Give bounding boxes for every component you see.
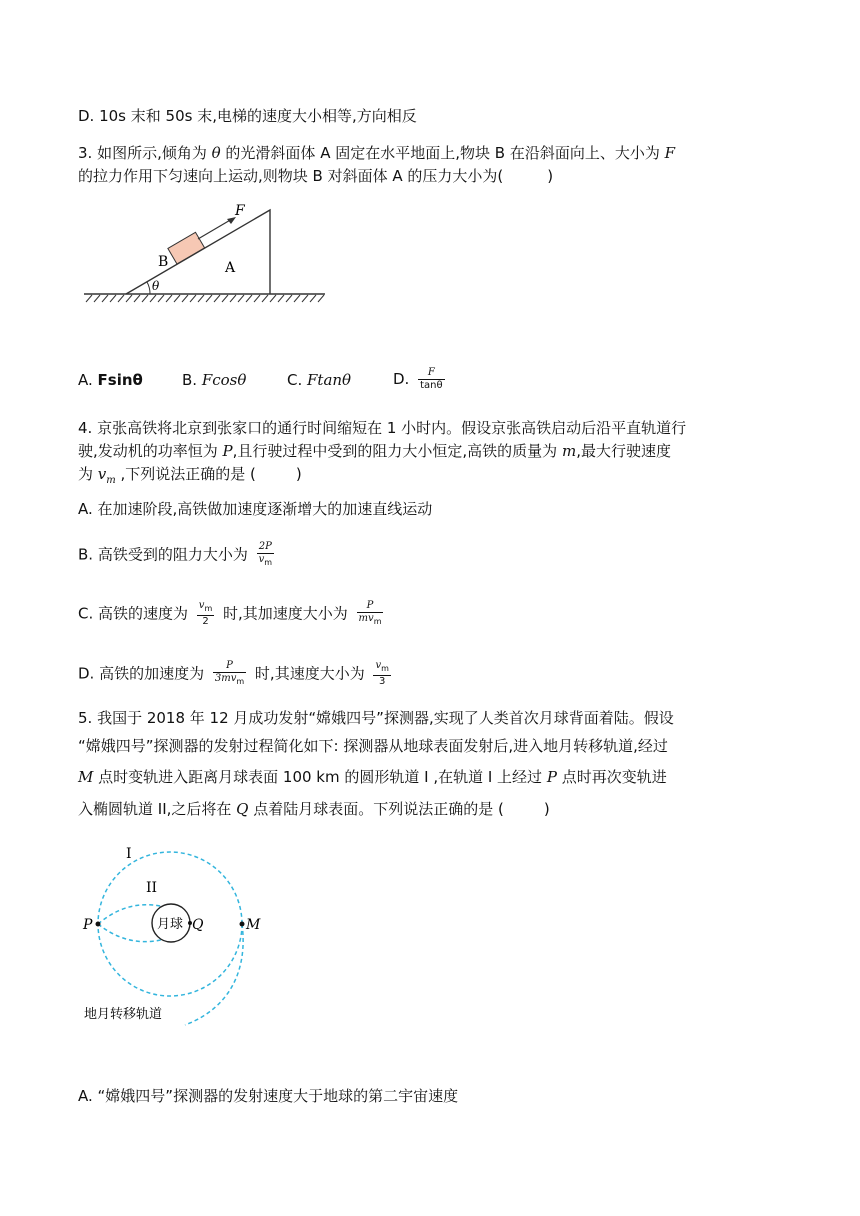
fraction-numerator: F	[418, 367, 445, 380]
q5-orbit-figure	[80, 840, 280, 1040]
mass-symbol: m	[561, 442, 577, 460]
fraction	[357, 600, 384, 628]
label-theta: θ	[152, 279, 160, 293]
fraction	[197, 600, 214, 628]
label-p: P	[83, 917, 93, 933]
q5-stem-line4	[78, 799, 550, 819]
q4-stem-line2	[78, 441, 671, 461]
label-orbit-i: I	[126, 846, 132, 862]
q4-text: ,且行驶过程中受到的阻力大小恒定,高铁的质量为	[232, 442, 562, 460]
q3-stem-text: )	[547, 167, 554, 185]
fraction-numerator: P	[357, 600, 384, 613]
option-text: C. 高铁的速度为	[78, 604, 193, 623]
force-symbol: F	[664, 144, 676, 162]
q4-text: )	[295, 465, 302, 483]
q4-stem-line3	[78, 464, 302, 491]
option-text: 时,其加速度大小为	[218, 604, 353, 623]
q5-stem-line3	[78, 767, 667, 787]
option-text: D. 高铁的加速度为	[78, 664, 209, 683]
q5-stem-line2: “嫦娥四号”探测器的发射过程简化如下: 探测器从地球表面发射后,进入地月转移轨道,经过	[78, 737, 668, 755]
q4-text: 为	[78, 465, 98, 483]
label-m: M	[246, 917, 261, 933]
q5-option-a: A. “嫦娥四号”探测器的发射速度大于地球的第二宇宙速度	[78, 1087, 459, 1105]
fraction	[373, 660, 390, 688]
q4-text: ,最大行驶速度	[576, 442, 671, 460]
option-prefix: B.	[182, 371, 202, 389]
fraction-denominator: 3	[379, 676, 386, 687]
label-transfer-orbit: 地月转移轨道	[84, 1007, 163, 1022]
q3-incline-figure	[80, 200, 330, 310]
option-prefix: D.	[393, 370, 415, 388]
q4-option-d	[78, 660, 395, 688]
label-b: B	[158, 254, 169, 270]
option-text: 时,其速度大小为	[250, 664, 370, 683]
q4-stem-line1: 4. 京张高铁将北京到张家口的通行时间缩短在 1 小时内。假设京张高铁启动后沿平直轨道行	[78, 419, 687, 437]
q5-text: 点着陆月球表面。下列说法正确的是 (	[248, 800, 504, 818]
subscript: m	[381, 664, 389, 673]
fraction-numerator: 2P	[257, 541, 274, 554]
point-p-symbol: P	[546, 768, 557, 786]
q5-stem-line1: 5. 我国于 2018 年 12 月成功发射“嫦娥四号”探测器,实现了人类首次月球背面着陆。假设	[78, 709, 674, 727]
q2-option-d: D. 10s 末和 50s 末,电梯的速度大小相等,方向相反	[78, 107, 417, 125]
fraction-denominator: 3mv	[214, 673, 237, 684]
option-text: B. 高铁受到的阻力大小为	[78, 545, 253, 564]
q4-option-a: A. 在加速阶段,高铁做加速度逐渐增大的加速直线运动	[78, 500, 433, 518]
q4-option-c	[78, 600, 387, 628]
vmax-subscript: m	[106, 475, 116, 486]
fraction-numerator: v	[198, 600, 205, 611]
q3-option-d	[393, 367, 449, 392]
option-text: Fsinθ	[97, 371, 143, 389]
subscript: m	[373, 617, 382, 626]
point-p-dot	[96, 922, 101, 927]
label-q: Q	[192, 917, 204, 933]
angle-arc	[147, 282, 150, 294]
option-text: Ftanθ	[307, 371, 352, 389]
q5-text: 点时变轨进入距离月球表面 100 km 的圆形轨道 I ,在轨道 I 上经过	[93, 768, 547, 786]
point-q-symbol: Q	[236, 800, 249, 818]
fraction-denominator: 2	[202, 616, 209, 627]
power-symbol: P	[222, 442, 233, 460]
q5-text: 入椭圆轨道 II,之后将在	[78, 800, 237, 818]
fraction-denominator: v	[258, 554, 265, 565]
fraction	[213, 660, 246, 688]
label-f: F	[235, 203, 245, 219]
label-moon: 月球	[157, 917, 184, 932]
vmax-symbol: v	[97, 465, 107, 483]
q3-option-a	[78, 371, 143, 389]
label-orbit-ii: II	[146, 880, 158, 896]
q3-stem-text: 的拉力作用下匀速向上运动,则物块 B 对斜面体 A 的压力大小为(	[78, 167, 504, 185]
q5-text: )	[543, 800, 550, 818]
subscript: m	[236, 677, 245, 686]
subscript: m	[264, 558, 273, 567]
q4-option-b	[78, 541, 278, 569]
q4-text: 驶,发动机的功率恒为	[78, 442, 223, 460]
q3-stem-line1	[78, 143, 675, 163]
force-arrow	[198, 219, 232, 239]
ground-hatching	[86, 295, 324, 302]
q3-stem-text: 3. 如图所示,倾角为	[78, 144, 212, 162]
fraction	[257, 541, 274, 569]
q4-text: ,下列说法正确的是 (	[115, 465, 256, 483]
fraction-numerator: P	[213, 660, 246, 673]
point-m-symbol: M	[78, 768, 94, 786]
q5-text: 点时再次变轨进	[556, 768, 667, 786]
option-prefix: C.	[287, 371, 308, 389]
point-m-dot	[240, 922, 245, 927]
label-a: A	[225, 260, 236, 276]
theta-symbol: θ	[211, 144, 221, 162]
fraction-denominator: tanθ	[420, 380, 443, 391]
fraction	[418, 367, 445, 392]
subscript: m	[204, 604, 213, 613]
q3-option-b	[182, 371, 246, 389]
option-prefix: A.	[78, 371, 98, 389]
fraction-denominator: mv	[358, 613, 374, 624]
fraction-numerator: v	[375, 660, 382, 671]
transfer-orbit	[185, 924, 243, 1025]
option-text: Fcosθ	[201, 371, 247, 389]
q3-stem-text: 的光滑斜面体 A 固定在水平地面上,物块 B 在沿斜面向上、大小为	[220, 144, 665, 162]
q3-stem-line2	[78, 166, 553, 186]
q3-option-c	[287, 371, 351, 389]
